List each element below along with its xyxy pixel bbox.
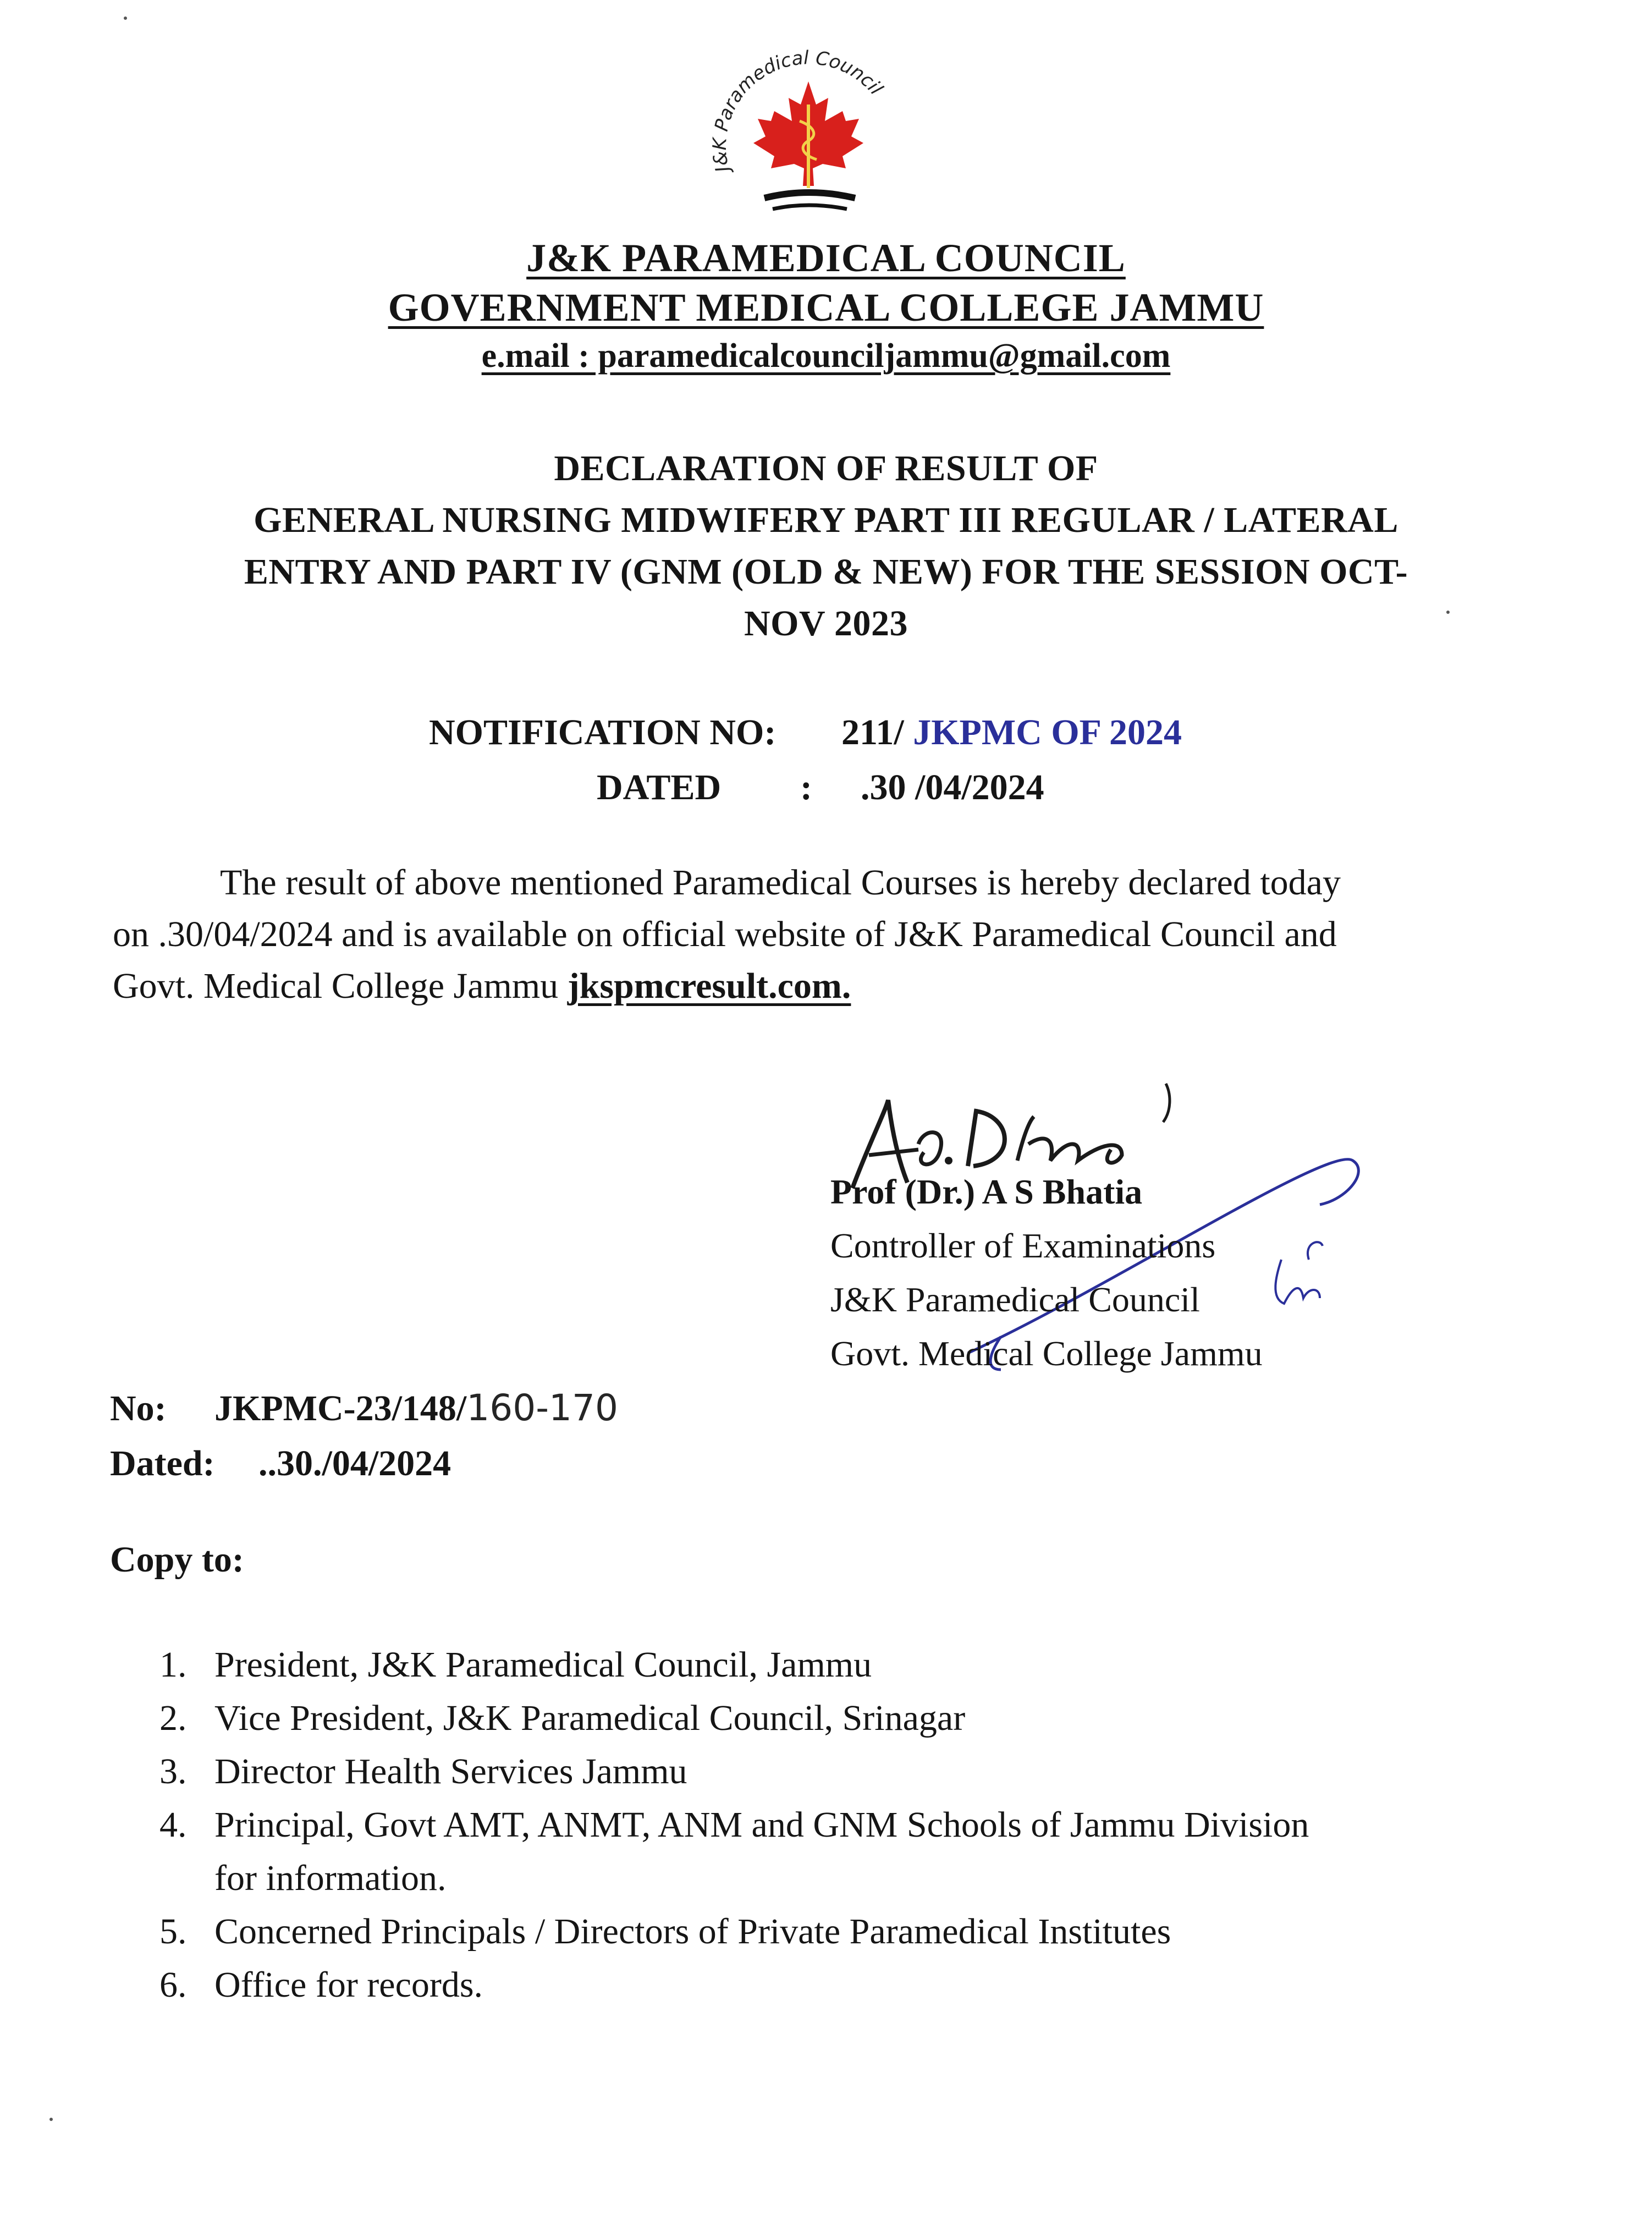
copy-to-item xyxy=(159,1905,1479,1958)
copy-to-item-text: for information. xyxy=(214,1858,447,1898)
declaration-line: GENERAL NURSING MIDWIFERY PART III REGULAR / LATERAL xyxy=(254,500,1398,540)
declaration-title xyxy=(0,443,1652,650)
results-website-link[interactable]: jkspmcresult.com. xyxy=(567,966,851,1006)
council-email: e.mail : paramedicalcounciljammu@gmail.com xyxy=(481,337,1171,375)
copy-to-item-text: Concerned Principals / Directors of Private Paramedical Institutes xyxy=(214,1911,1171,1952)
notification-date: DATED : .30 /04/2024 xyxy=(597,767,1044,807)
copy-to-item-text: Principal, Govt AMT, ANMT, ANM and GNM Schools of Jammu Division xyxy=(214,1805,1309,1845)
result-declaration-paragraph: The result of above mentioned Paramedical Courses is hereby declared today on .30/04/2024 and is available on official website of J&K Paramedical Council and Govt. Medical College Jammu jkspmcresult.com. xyxy=(113,862,1341,1006)
council-name: J&K PARAMEDICAL COUNCIL xyxy=(526,236,1126,280)
copy-to-list xyxy=(159,1638,1479,2012)
scan-speck xyxy=(124,17,127,20)
declaration-line: ENTRY AND PART IV (GNM (OLD & NEW) FOR THE SESSION OCT- xyxy=(244,552,1408,592)
copy-to-item-number: 4. xyxy=(159,1805,187,1845)
copy-to-item-text: Vice President, J&K Paramedical Council, Srinagar xyxy=(214,1698,966,1738)
copy-to-item-number: 2. xyxy=(159,1698,187,1738)
copy-to-item-text: President, J&K Paramedical Council, Jammu xyxy=(214,1645,872,1685)
copy-to-item-text: Director Health Services Jammu xyxy=(214,1751,687,1792)
council-logo xyxy=(698,39,918,226)
maple-leaf-caduceus-icon xyxy=(753,81,863,188)
copy-to-item xyxy=(159,1691,1479,1745)
college-name: GOVERNMENT MEDICAL COLLEGE JAMMU xyxy=(388,285,1264,329)
copy-to-item-text: Office for records. xyxy=(214,1965,483,2005)
copy-to-item-number: 6. xyxy=(159,1965,187,2005)
declaration-line: DECLARATION OF RESULT OF xyxy=(554,448,1098,488)
notification-number: NOTIFICATION NO: 211/ JKPMC OF 2024 xyxy=(429,712,1182,752)
reference-number: No: JKPMC-23/148/160-170 xyxy=(110,1387,619,1429)
handwritten-range: 160-170 xyxy=(466,1387,619,1429)
scan-speck xyxy=(1446,611,1450,614)
copy-to-item-number: 3. xyxy=(159,1751,187,1792)
signatory-name: Prof (Dr.) A S Bhatia xyxy=(830,1172,1143,1211)
signatory-block xyxy=(830,1165,1263,1381)
copy-to-item xyxy=(159,1851,1479,1905)
signatory-title: Controller of Examinations xyxy=(830,1226,1216,1265)
copy-to-item xyxy=(159,1958,1479,2012)
copy-to-item xyxy=(159,1638,1479,1691)
svg-text:J&K Paramedical Council: J&K Paramedical Council xyxy=(708,47,887,175)
copy-to-item-number: 5. xyxy=(159,1911,187,1952)
copy-to-heading: Copy to: xyxy=(110,1540,244,1580)
signatory-org: J&K Paramedical Council xyxy=(830,1280,1200,1319)
scan-speck xyxy=(49,2118,53,2121)
copy-to-item-number: 1. xyxy=(159,1645,187,1685)
reference-block xyxy=(110,1381,618,1491)
copy-to-item xyxy=(159,1745,1479,1798)
copy-to-item xyxy=(159,1798,1479,1851)
signatory-college: Govt. Medical College Jammu xyxy=(830,1334,1263,1373)
declaration-line: NOV 2023 xyxy=(744,603,908,644)
notification-block xyxy=(429,705,1182,815)
reference-date: Dated: ..30./04/2024 xyxy=(110,1443,451,1483)
